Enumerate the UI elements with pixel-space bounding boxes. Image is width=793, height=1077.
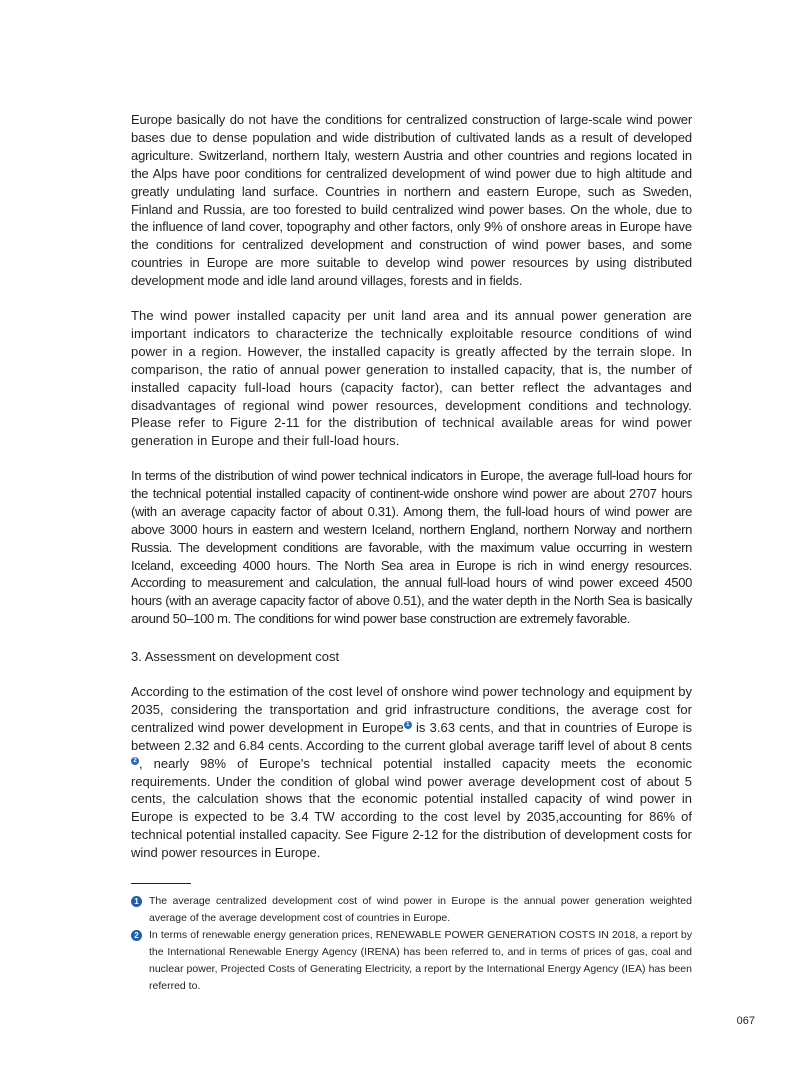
paragraph-full-load-hours: In terms of the distribution of wind power technical indicators in Europe, the average full-load hours for the technical potential installed capacity of continent-wide onshore wind power are about 2707 hours (with an average capacity factor of about 0.31). Among them, the full-load hours of wind power are above 3000 hours in eastern and western Iceland, northern England, northern Norway and northern Russia. The development conditions are favorable, with the maximum value occurring in western Iceland, exceeding 4000 hours. The North Sea area in Europe is rich in wind energy resources. According to measurement and calculation, the annual full-load hours of wind power exceed 4500 hours (with an average capacity factor of above 0.51), and the water depth in the North Sea is basically around 50–100 m. The conditions for wind power base construction are extremely favorable. xyxy=(131,468,692,627)
footnote-marker-1[interactable]: 1 xyxy=(404,721,412,729)
footnote-marker-2[interactable]: 2 xyxy=(131,757,139,765)
paragraph-capacity-indicators: The wind power installed capacity per unit land area and its annual power generation are important indicators to characterize the technically exploitable resource conditions of wind power in a region. However, the installed capacity is greatly affected by the terrain slope. In comparison, the ratio of annual power generation to installed capacity, that is, the number of installed capacity full-load hours (capacity factor), can better reflect the advantages and disadvantages of regional wind power resources, development conditions and technology. Please refer to Figure 2-11 for the distribution of technical available areas for wind power generation in Europe and their full-load hours. xyxy=(131,308,692,449)
footnote-divider xyxy=(131,883,191,884)
footnote-1 xyxy=(131,893,692,927)
text-segment: According to the estimation of the cost level of onshore wind power technology and equipment by 2035, considering the transportation and grid infrastructure conditions, the average cost for centralized wind power development in Europe xyxy=(131,684,692,735)
footnote-text: The average centralized development cost of wind power in Europe is the annual power generation weighted average of the average development cost of countries in Europe. xyxy=(149,895,692,924)
text-segment: , nearly 98% of Europe's technical potential installed capacity meets the economic requirements. Under the condition of global wind power average development cost of about 5 cents, the calculation shows that the economic potential installed capacity of wind power in Europe is expected to be 3.4 TW according to the cost level by 2035,accounting for 86% of technical potential installed capacity. See Figure 2-12 for the distribution of development costs for wind power resources in Europe. xyxy=(131,755,692,861)
page-number: 067 xyxy=(736,1015,755,1027)
paragraph-land-conditions: Europe basically do not have the conditions for centralized construction of large-scale wind power bases due to dense population and wide distribution of cultivated lands as a result of developed agriculture. Switzerland, northern Italy, western Austria and other countries and regions located in the Alps have poor conditions for centralized development of wind power due to high altitude and greatly undulating land surface. Countries in northern and eastern Europe, such as Sweden, Finland and Russia, are too forested to build centralized wind power bases. On the whole, due to the influence of land cover, topography and other factors, only 9% of onshore areas in Europe have the conditions for centralized development and construction of wind power bases, and some countries in Europe are more suitable to develop wind power resources by using distributed development mode and idle land around villages, forests and in fields. xyxy=(131,112,692,289)
footnote-number: 2 xyxy=(131,930,142,941)
section-heading: 3. Assessment on development cost xyxy=(131,649,340,664)
footnote-number: 1 xyxy=(131,896,142,907)
text-segment: is 3.63 cents, and that in countries of Europe is between 2.32 and 6.84 cents. According to the current global average tariff level of about 8 cents xyxy=(131,719,692,753)
footnote-2 xyxy=(131,927,692,995)
paragraph-development-cost xyxy=(131,683,692,862)
footnote-text: In terms of renewable energy generation prices, RENEWABLE POWER GENERATION COSTS IN 2018, a report by the International Renewable Energy Agency (IRENA) has been referred to, and in terms of prices of gas, coal and nuclear power, Projected Costs of Generating Electricity, a report by the International Energy Agency (IEA) has been referred to. xyxy=(149,929,692,992)
